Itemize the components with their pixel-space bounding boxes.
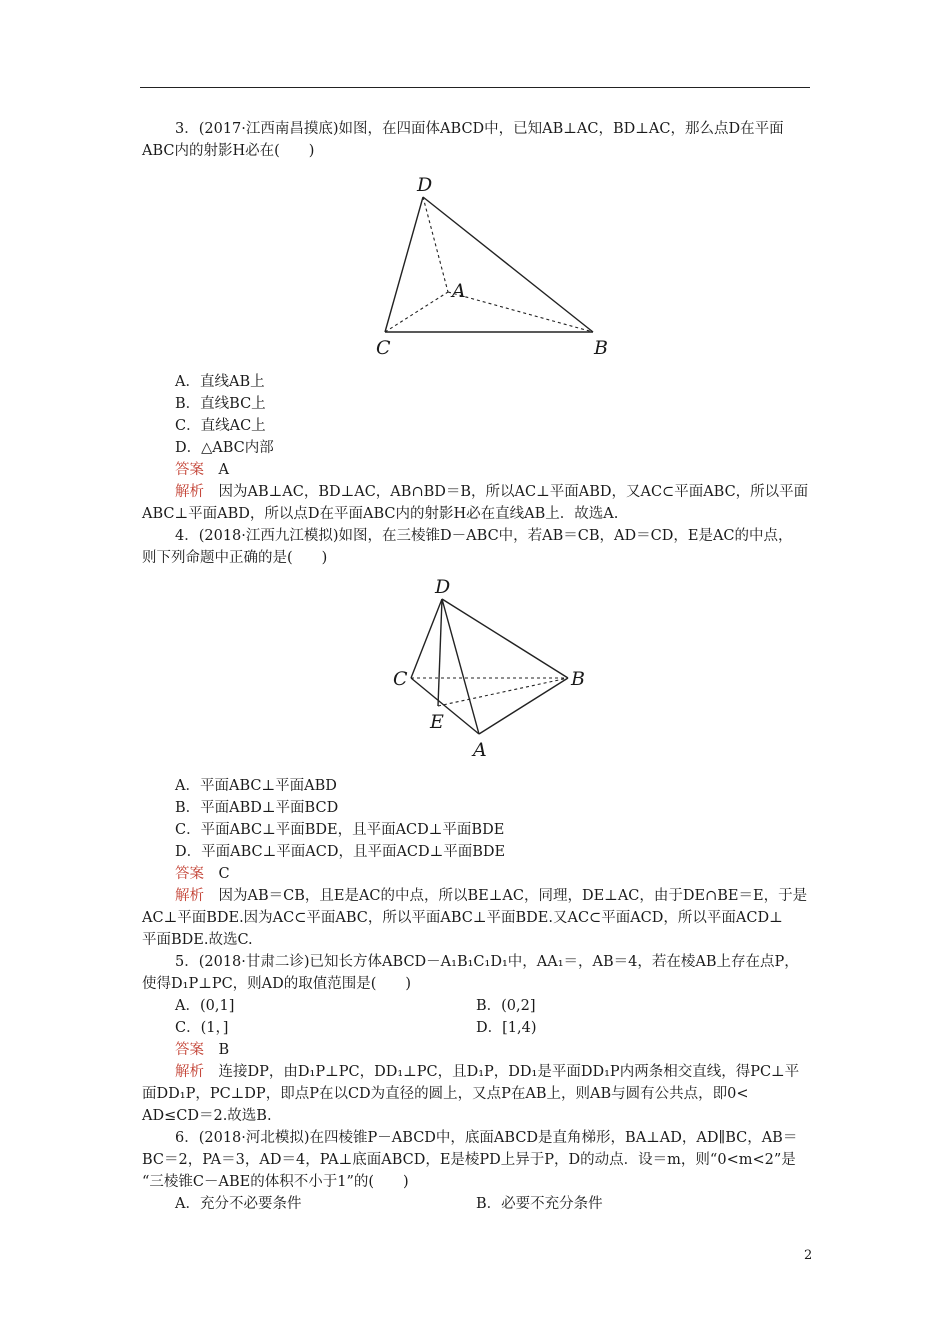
triangular-pyramid-diagram — [379, 573, 609, 769]
q5-options-row2 — [142, 1017, 810, 1039]
q3-stem-line2: ABC内的射影H必在( ) — [142, 143, 315, 159]
analysis-label: 解析 — [175, 1064, 204, 1080]
analysis-label: 解析 — [175, 484, 204, 500]
q5-analysis-line1 — [142, 1061, 810, 1083]
q5-options-row1 — [142, 995, 810, 1017]
q4-option-d: D．平面ABC⊥平面ACD，且平面ACD⊥平面BDE — [175, 844, 506, 860]
analysis-label: 解析 — [175, 888, 204, 904]
q3-answer — [142, 459, 810, 481]
q3-analysis-line1 — [142, 481, 810, 503]
q4-analysis-line3: 平面BDE.故选C. — [142, 932, 253, 948]
q3-label-c: C — [376, 337, 391, 359]
q3-answer-value: A — [218, 462, 229, 478]
q5-option-a: A．(0,1] — [175, 998, 235, 1014]
q6-option-a: A．充分不必要条件 — [175, 1196, 302, 1212]
q4-option-b: B．平面ABD⊥平面BCD — [175, 800, 339, 816]
q3-label-b: B — [594, 337, 608, 359]
q4-label-e: E — [430, 711, 444, 733]
answer-label: 答案 — [175, 866, 204, 882]
q4-answer — [142, 863, 810, 885]
q3-option-c: C．直线AC上 — [175, 418, 266, 434]
q5-stem-line2: 使得D₁P⊥PC，则AD的取值范围是( ) — [142, 976, 412, 992]
q4-analysis-text1: 因为AB＝CB，且E是AC的中点，所以BE⊥AC，同理，DE⊥AC，由于DE∩BE＝E，于是 — [218, 888, 808, 904]
q5-answer — [142, 1039, 810, 1061]
q4-label-a: A — [473, 739, 487, 761]
header-rule — [140, 87, 810, 88]
tetrahedron-diagram — [362, 164, 622, 369]
q4-option-a: A．平面ABC⊥平面ABD — [175, 778, 337, 794]
q4-analysis-line2: AC⊥平面BDE.因为AC⊂平面ABC，所以平面ABC⊥平面BDE.又AC⊂平面ACD，所以平面ACD⊥ — [142, 910, 783, 926]
page-content — [142, 118, 810, 1215]
answer-label: 答案 — [175, 462, 204, 478]
q4-label-b: B — [571, 668, 585, 690]
page-number: 2 — [804, 1248, 813, 1263]
q4-option-c: C．平面ABC⊥平面BDE，且平面ACD⊥平面BDE — [175, 822, 505, 838]
q5-analysis-line3: AD≤CD＝2.故选B. — [142, 1108, 272, 1124]
q4-label-d: D — [435, 576, 451, 598]
q4-stem-line2: 则下列命题中正确的是( ) — [142, 550, 328, 566]
q3-label-a: A — [452, 280, 466, 302]
q5-analysis-text1: 连接DP，由D₁P⊥PC，DD₁⊥PC，且D₁P，DD₁是平面DD₁P内两条相交直线，得PC⊥平 — [218, 1064, 800, 1080]
q5-answer-value: B — [218, 1042, 230, 1058]
q4-pyramid-figure — [379, 573, 609, 769]
q6-stem-line1: 6．(2018·河北模拟)在四棱锥P－ABCD中，底面ABCD是直角梯形，BA⊥AD，AD∥BC，AB＝ — [175, 1130, 798, 1146]
q3-analysis-text1: 因为AB⊥AC，BD⊥AC，AB∩BD＝B，所以AC⊥平面ABD，又AC⊂平面ABC，所以平面 — [218, 484, 809, 500]
q4-stem-line1: 4．(2018·江西九江模拟)如图，在三棱锥D－ABC中，若AB＝CB，AD＝CD，E是AC的中点， — [175, 528, 793, 544]
q5-stem-line1: 5．(2018·甘肃二诊)已知长方体ABCD－A₁B₁C₁D₁中，AA₁＝，AB＝4，若在棱AB上存在点P， — [175, 954, 799, 970]
q5-option-d: D．[1,4) — [476, 1020, 537, 1036]
q3-tetrahedron-figure — [362, 164, 622, 369]
q6-stem-line2: BC＝2，PA＝3，AD＝4，PA⊥底面ABCD，E是棱PD上异于P，D的动点．设＝m，则“0<m<2”是 — [142, 1152, 796, 1168]
q6-options-row1 — [142, 1193, 810, 1215]
q3-analysis-line2: ABC⊥平面ABD，所以点D在平面ABC内的射影H必在直线AB上．故选A. — [142, 506, 619, 522]
answer-label: 答案 — [175, 1042, 204, 1058]
q3-option-d: D．△ABC内部 — [175, 440, 274, 456]
q5-option-b: B．(0,2] — [476, 998, 536, 1014]
q3-label-d: D — [417, 174, 433, 196]
q4-label-c: C — [393, 668, 408, 690]
q6-option-b: B．必要不充分条件 — [476, 1196, 603, 1212]
q5-option-c: C．(1，] — [175, 1020, 229, 1036]
q6-stem-line3: “三棱锥C－ABE的体积不小于1”的( ) — [142, 1174, 409, 1190]
q3-stem-line1: 3．(2017·江西南昌摸底)如图，在四面体ABCD中，已知AB⊥AC，BD⊥AC，那么点D在平面 — [175, 121, 784, 137]
q4-analysis-line1 — [142, 885, 810, 907]
q5-analysis-line2: 面DD₁P，PC⊥DP，即点P在以CD为直径的圆上，又点P在AB上，则AB与圆有公共点，即0< — [142, 1086, 749, 1102]
q3-option-b: B．直线BC上 — [175, 396, 266, 412]
q3-option-a: A．直线AB上 — [175, 374, 265, 390]
q4-answer-value: C — [218, 866, 230, 882]
